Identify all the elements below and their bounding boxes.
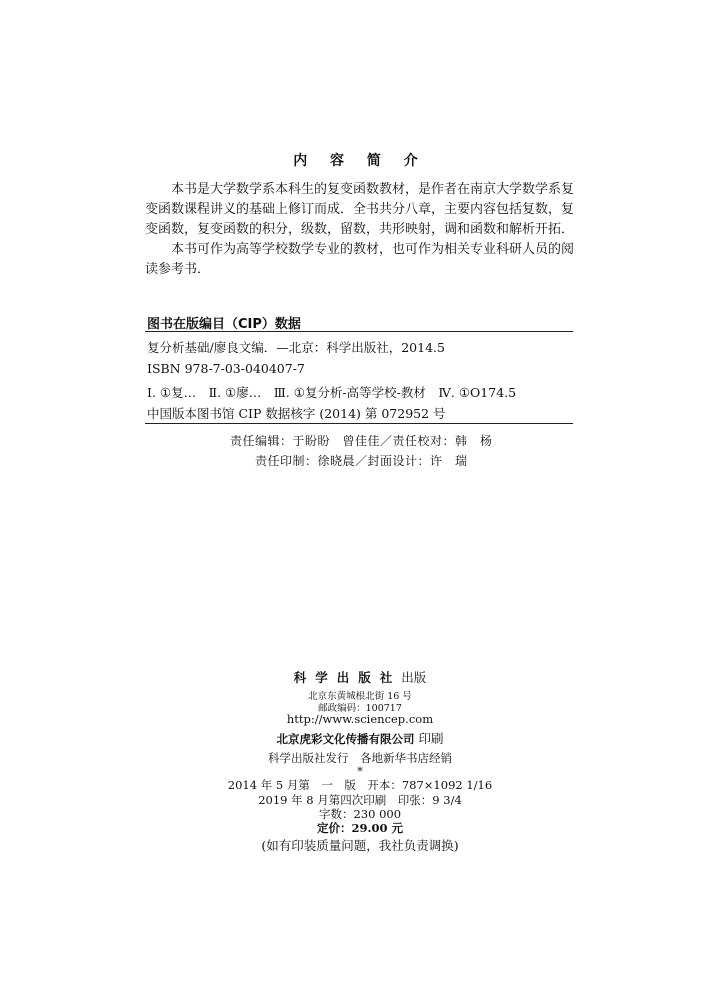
printer-line bbox=[0, 729, 720, 747]
publisher-name: 科学出版社 bbox=[293, 670, 402, 685]
publisher-address: 北京东黄城根北街 16 号 bbox=[308, 691, 412, 702]
price: 定价：29.00 元 bbox=[316, 821, 403, 835]
cip-heading: 图书在版编目（CIP）数据 bbox=[147, 317, 301, 332]
publisher-postcode: 邮政编码：100717 bbox=[318, 703, 402, 714]
printer-name: 北京虎彩文化传播有限公司 bbox=[276, 732, 415, 746]
word-count: 字数：230 000 bbox=[318, 807, 402, 821]
cip-bottom-rule bbox=[145, 423, 573, 424]
publisher-line bbox=[0, 668, 720, 686]
edition-line-1: 2014 年 5 月第 一 版 开本：787×1092 1/16 bbox=[227, 778, 493, 792]
edition-line-2: 2019 年 8 月第四次印刷 印张：9 3/4 bbox=[258, 793, 462, 807]
printer-suffix: 印刷 bbox=[418, 731, 444, 746]
cip-line-3: Ⅰ. ①复… Ⅱ. ①廖… Ⅲ. ①复分析-高等学校-教材 Ⅳ. ①O174.5 bbox=[147, 385, 517, 400]
summary-paragraph-2: 本书可作为高等学校数学专业的教材，也可作为相关专业科研人员的阅读参考书． bbox=[145, 242, 575, 277]
cip-line-2: ISBN 978-7-03-040407-7 bbox=[147, 361, 305, 376]
summary-paragraph-1: 本书是大学数学系本科生的复变函数教材，是作者在南京大学数学系复变函数课程讲义的基础上修订而成．全书共分八章，主要内容包括复数，复变函数，复变函数的积分，级数，留数，共形映射，调和函数和解析开拓． bbox=[145, 182, 575, 237]
cip-line-4: 中国版本图书馆 CIP 数据核字 (2014) 第 072952 号 bbox=[147, 406, 446, 421]
cip-top-rule bbox=[145, 331, 573, 332]
publisher-url: http://www.sciencep.com bbox=[286, 712, 434, 726]
quality-notice: (如有印装质量问题，我社负责调换) bbox=[261, 838, 459, 853]
publisher-suffix: 出版 bbox=[401, 670, 427, 685]
separator-star: * bbox=[357, 764, 363, 778]
summary-title: 内 容 简 介 bbox=[293, 153, 427, 169]
staff-line-1: 责任编辑：于盼盼 曾佳佳／责任校对：韩 杨 bbox=[230, 434, 493, 448]
distribution-line: 科学出版社发行 各地新华书店经销 bbox=[268, 751, 452, 765]
staff-line-2: 责任印制：徐晓晨／封面设计：许 瑞 bbox=[255, 454, 468, 468]
cip-line-1: 复分析基础/廖良文编．—北京：科学出版社，2014.5 bbox=[147, 340, 445, 355]
